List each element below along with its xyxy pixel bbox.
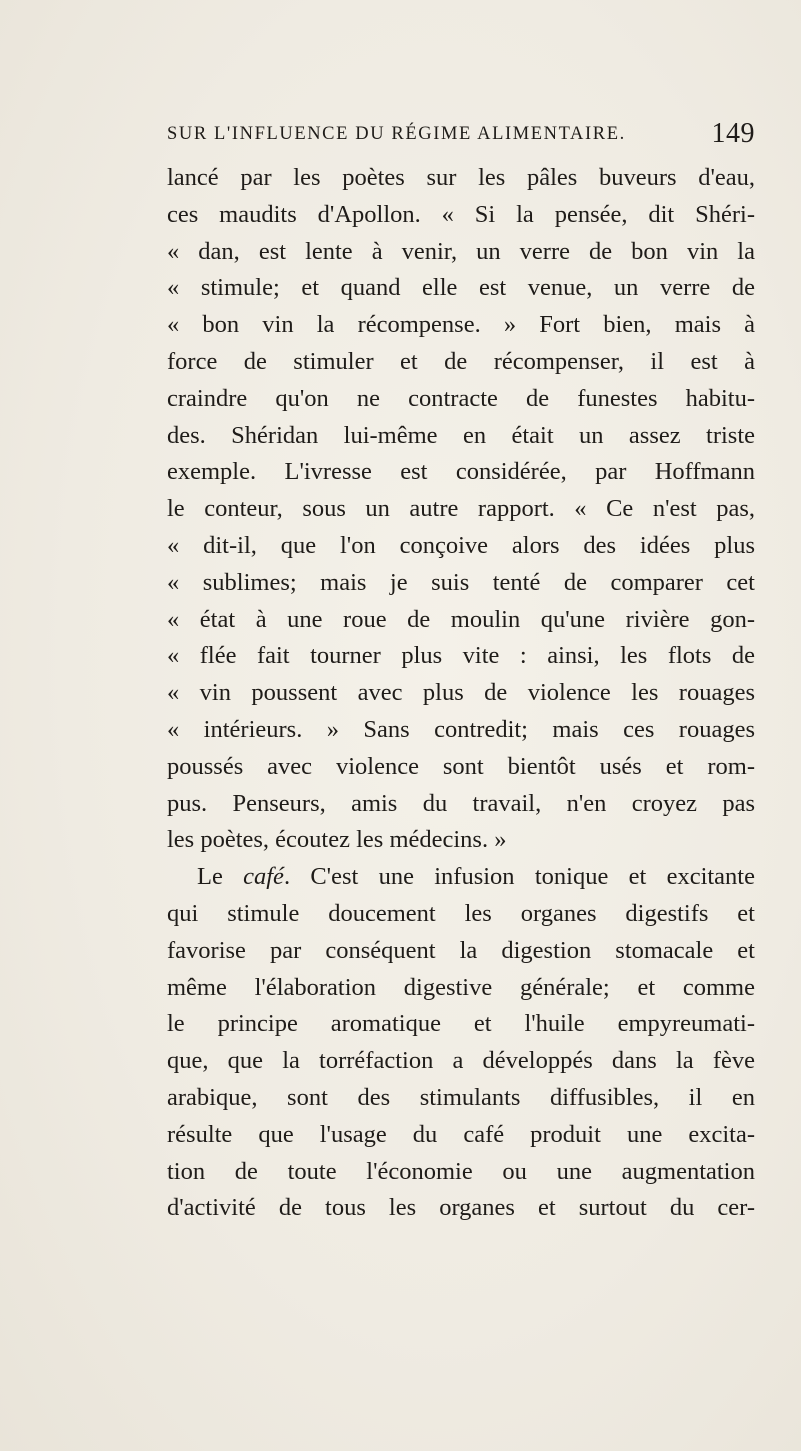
text-line: « dit-il, que l'on conçoive alors des idées plus — [167, 531, 755, 559]
text-line: « stimule; et quand elle est venue, un verre de — [167, 274, 755, 302]
text-line: « bon vin la récompense. » Fort bien, mais à — [167, 311, 755, 339]
line-text: Le — [197, 863, 223, 891]
text-line: d'activité de tous les organes et surtout du cer- — [167, 1194, 755, 1222]
page-number: 149 — [711, 118, 755, 149]
paragraph-2 — [167, 859, 755, 1227]
text-line: « état à une roue de moulin qu'une rivière gon- — [167, 605, 755, 633]
running-title: SUR L'INFLUENCE DU RÉGIME ALIMENTAIRE. — [167, 124, 626, 144]
text-line: « dan, est lente à venir, un verre de bon vin la — [167, 237, 755, 265]
text-line: « sublimes; mais je suis tenté de comparer cet — [167, 568, 755, 596]
text-line: poussés avec violence sont bientôt usés et rom- — [167, 752, 755, 780]
text-line: exemple. L'ivresse est considérée, par Hoffmann — [167, 458, 755, 486]
text-line: les poètes, écoutez les médecins. » — [167, 826, 507, 854]
paragraph-1 — [167, 160, 755, 859]
text-line: résulte que l'usage du café produit une excita- — [167, 1120, 755, 1148]
text-line: que, que la torréfaction a développés dans la fève — [167, 1047, 755, 1075]
text-line: « vin poussent avec plus de violence les rouages — [167, 679, 755, 707]
text-line: « intérieurs. » Sans contredit; mais ces rouages — [167, 715, 755, 743]
text-line — [167, 859, 755, 896]
text-line: ces maudits d'Apollon. « Si la pensée, dit Shéri- — [167, 200, 755, 228]
text-line: qui stimule doucement les organes digestifs et — [167, 899, 755, 927]
running-head — [167, 118, 755, 152]
text-line: arabique, sont des stimulants diffusibles, il en — [167, 1083, 755, 1111]
text-line: force de stimuler et de récompenser, il est à — [167, 347, 755, 375]
text-line: pus. Penseurs, amis du travail, n'en croyez pas — [167, 789, 755, 817]
text-line: le principe aromatique et l'huile empyreumati- — [167, 1010, 755, 1038]
text-line: même l'élaboration digestive générale; et comme — [167, 973, 755, 1001]
text-line: des. Shéridan lui-même en était un assez triste — [167, 421, 755, 449]
body-text — [167, 160, 755, 1227]
text-line: craindre qu'on ne contracte de funestes habitu- — [167, 384, 755, 412]
text-line: lancé par les poètes sur les pâles buveurs d'eau, — [167, 164, 755, 191]
text-line: le conteur, sous un autre rapport. « Ce n'est pas, — [167, 495, 755, 523]
text-line: tion de toute l'économie ou une augmentation — [167, 1157, 755, 1185]
text-line: « flée fait tourner plus vite : ainsi, les flots de — [167, 642, 755, 670]
text-line: favorise par conséquent la digestion stomacale et — [167, 936, 755, 964]
italic-word: café — [243, 863, 284, 891]
line-text: . C'est une infusion tonique et excitante — [283, 863, 755, 891]
